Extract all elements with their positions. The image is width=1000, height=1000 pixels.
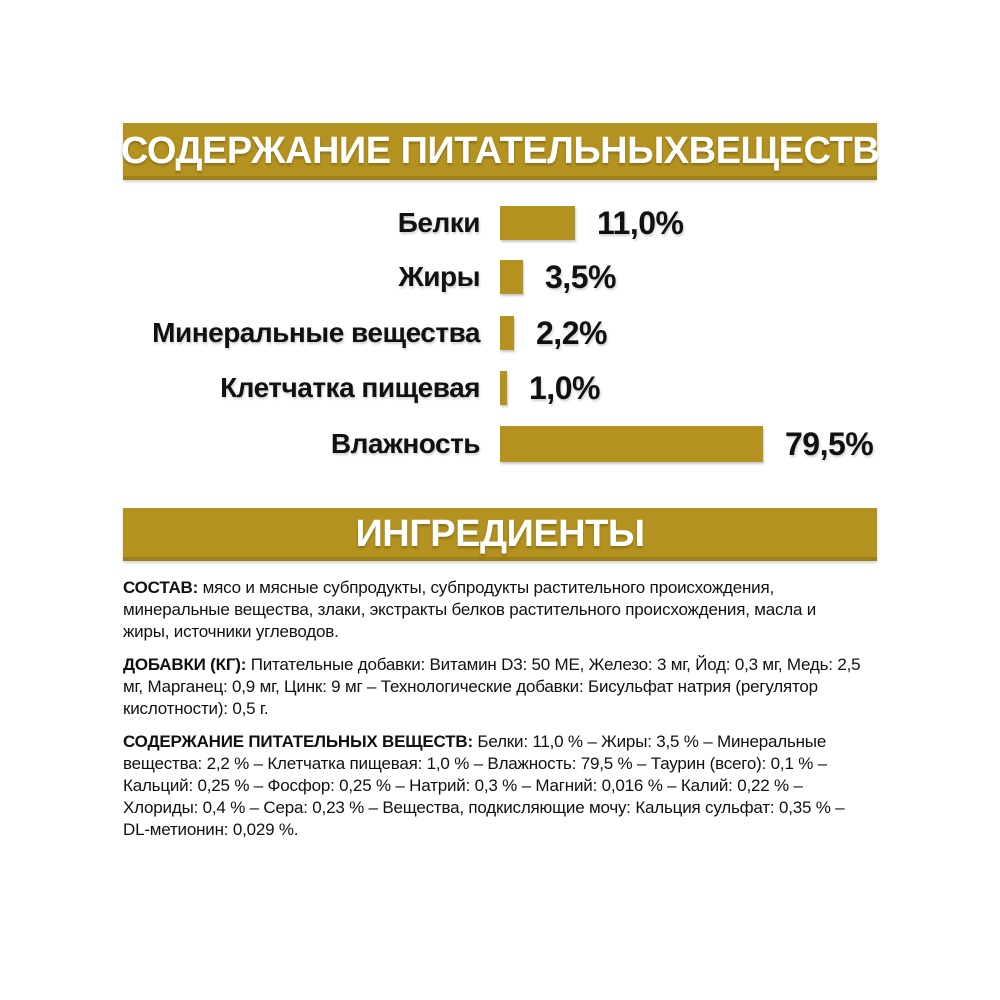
chart-row [0, 371, 1000, 405]
bar-value: 1,0% [529, 369, 600, 406]
composition-text: мясо и мясные субпродукты, субпродукты растительного происхождения, минеральные вещества, злаки, экстракты белков растительного происхождения, масла и жиры, источники углеводов. [123, 578, 817, 641]
bar [500, 316, 514, 350]
ingredients-banner [123, 508, 877, 561]
bar [500, 206, 575, 240]
additives-lead: ДОБАВКИ (КГ): [123, 655, 247, 674]
info-text-block [123, 577, 865, 852]
composition-paragraph [123, 577, 865, 643]
bar-label: Клетчатка пищевая [220, 372, 480, 403]
bar-value: 3,5% [545, 258, 616, 295]
bar-label: Минеральные вещества [152, 317, 480, 348]
nutrient-content-lead: СОДЕРЖАНИЕ ПИТАТЕЛЬНЫХ ВЕЩЕСТВ: [123, 732, 473, 751]
nutrient-content-text: Белки: 11,0 % – Жиры: 3,5 % – Минеральные вещества: 2,2 % – Клетчатка пищевая: 1,0 % – Влажность: 79,5 % – Таурин (всего): 0,1 % – Кальций: 0,25 % – Фосфор: 0,25 % – Натрий: 0,3 % – Магний: 0,016 % – Калий: 0,22 % – Хлориды: 0,4 % – Сера: 0,23 % – Вещества, подкисляющие мочу: Кальция сульфат: 0,35 % – DL-метионин: 0,029 %. [123, 732, 845, 839]
bar-value: 79,5% [785, 425, 874, 462]
bar [500, 260, 523, 294]
bar-value: 2,2% [536, 314, 607, 351]
bar [500, 426, 763, 462]
bar-value: 11,0% [597, 204, 684, 241]
chart-row [0, 316, 1000, 350]
composition-lead: СОСТАВ: [123, 578, 199, 597]
chart-row [0, 260, 1000, 294]
ingredients-banner-title: ИНГРЕДИЕНТЫ [355, 513, 645, 555]
chart-row [0, 206, 1000, 240]
nutrients-banner [120, 123, 880, 180]
additives-text: Питательные добавки: Витамин D3: 50 МЕ, Железо: 3 мг, Йод: 0,3 мг, Медь: 2,5 мг, Марганец: 0,9 мг, Цинк: 9 мг – Технологические добавки: Бисульфат натрия (регулятор кислотности): 0,5 г. [123, 655, 861, 718]
bar [500, 371, 507, 405]
nutrient-content-paragraph [123, 731, 865, 841]
bar-label: Жиры [398, 261, 480, 292]
additives-paragraph [123, 654, 865, 720]
nutrients-banner-title: СОДЕРЖАНИЕ ПИТАТЕЛЬНЫХВЕЩЕСТВ [120, 130, 880, 172]
chart-row [0, 426, 1000, 462]
bar-label: Влажность [330, 428, 480, 459]
bar-label: Белки [397, 207, 480, 238]
